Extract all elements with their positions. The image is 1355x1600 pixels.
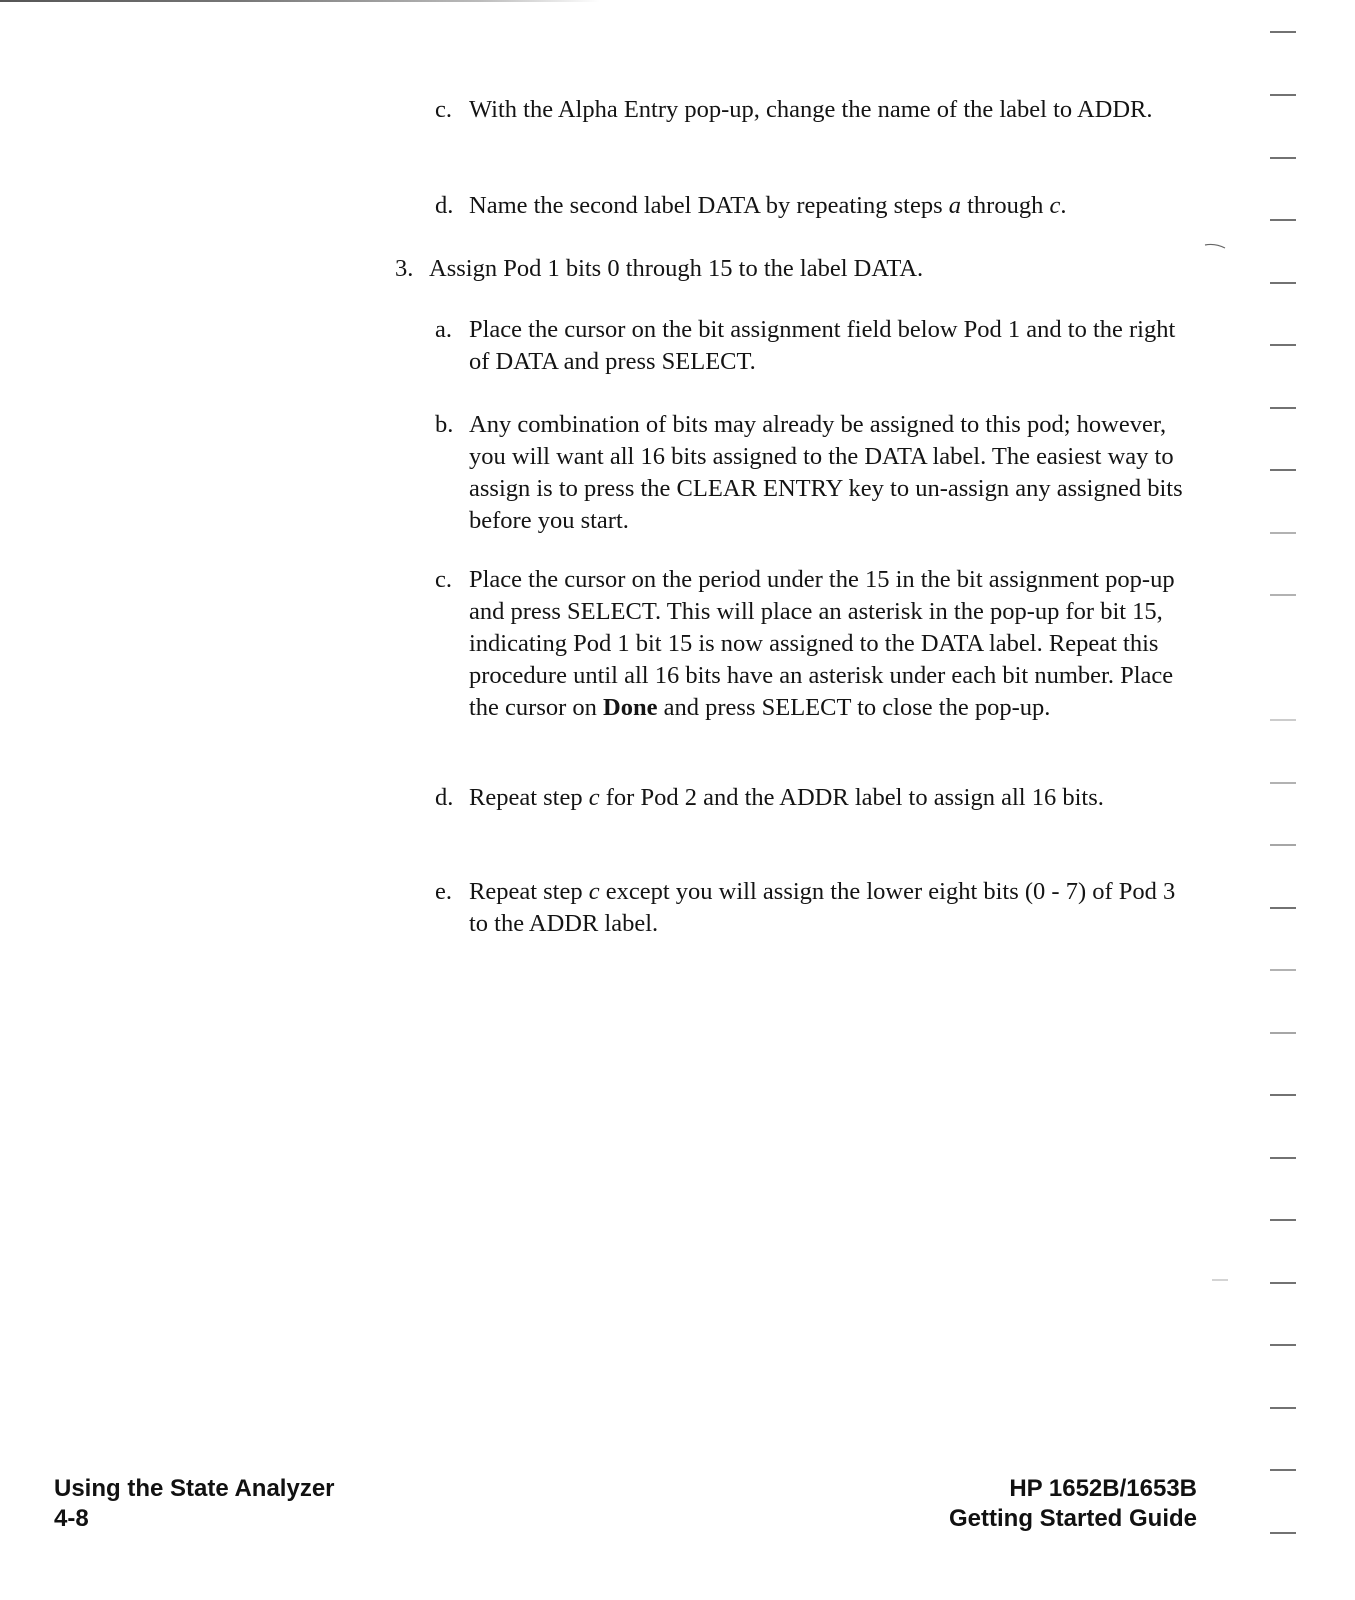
item-text: Name the second label DATA by repeating steps a through c. <box>469 192 1067 219</box>
footer-left <box>54 1474 335 1534</box>
step-text: Assign Pod 1 bits 0 through 15 to the label DATA. <box>429 255 924 282</box>
item-text: Repeat step c for Pod 2 and the ADDR label to assign all 16 bits. <box>469 784 1104 811</box>
item-marker: b. <box>435 411 454 438</box>
list-item <box>435 314 1195 378</box>
list-item <box>435 94 1195 126</box>
item-marker: c. <box>435 566 452 593</box>
guide-title: Getting Started Guide <box>948 1505 1197 1532</box>
chapter-title: Using the State Analyzer <box>54 1475 335 1502</box>
footer-right <box>949 1474 1197 1534</box>
item-text: Any combination of bits may already be assigned to this pod; however, you will want all 16 bits assigned to the DATA label. The easiest way to assign is to press the CLEAR ENTRY key to un-assign any assigned bits before you start. <box>469 411 1183 534</box>
list-item <box>435 782 1195 814</box>
item-text: With the Alpha Entry pop-up, change the name of the label to ADDR. <box>469 96 1153 123</box>
item-text: Place the cursor on the bit assignment field below Pod 1 and to the right of DATA and press SELECT. <box>469 316 1176 375</box>
scan-edge-line <box>0 0 600 2</box>
item-marker: c. <box>435 96 452 123</box>
step-number: 3. <box>395 255 414 282</box>
list-item <box>435 409 1195 537</box>
item-text: Repeat step c except you will assign the lower eight bits (0 - 7) of Pod 3 to the ADDR label. <box>469 878 1176 937</box>
item-marker: d. <box>435 192 454 219</box>
page-number: 4-8 <box>54 1505 89 1532</box>
list-item <box>435 190 1195 222</box>
list-item <box>435 876 1195 940</box>
item-marker: d. <box>435 784 454 811</box>
item-text: Place the cursor on the period under the 15 in the bit assignment pop-up and press SELECT. This will place an asterisk in the pop-up for bit 15, indicating Pod 1 bit 15 is now assigned to the DATA label. Repeat this procedure until all 16 bits have an asterisk under each bit number. Place the cursor on Done and press SELECT to close the pop-up. <box>469 566 1175 721</box>
item-marker: a. <box>435 316 452 343</box>
product-model: HP 1652B/1653B <box>1009 1475 1197 1502</box>
list-item <box>435 564 1195 724</box>
item-marker: e. <box>435 878 452 905</box>
